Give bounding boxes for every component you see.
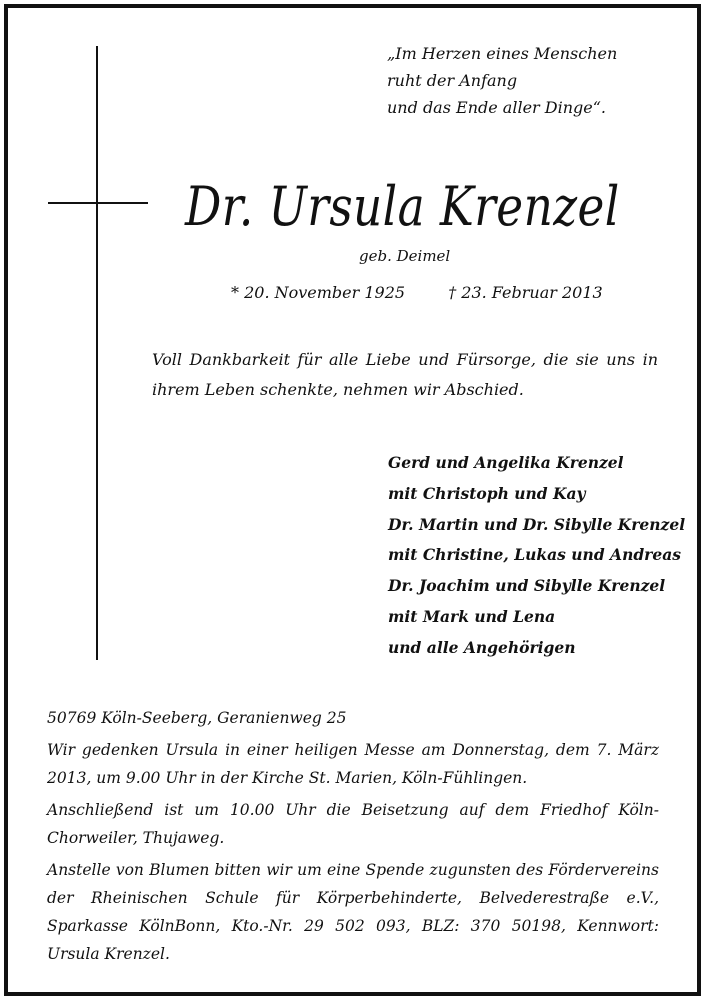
maiden-name: geb. Deimel [359, 247, 451, 265]
family-list [388, 448, 685, 664]
death-date: † 23. Februar 2013 [448, 283, 603, 302]
family-member: mit Christine, Lukas und Andreas [388, 545, 681, 565]
quote-line: „Im Herzen eines Menschen [387, 44, 618, 63]
cross-vertical-bar [96, 46, 98, 660]
quote-line: ruht der Anfang [387, 71, 518, 90]
deceased-name: Dr. Ursula Krenzel [185, 175, 620, 238]
family-member: mit Mark und Lena [388, 606, 556, 626]
family-member: und alle Angehörigen [388, 637, 576, 657]
burial-info: Anschließend ist um 10.00 Uhr die Beisetzung auf dem Friedhof Köln-Chorweiler, Thujaweg. [47, 801, 659, 847]
donation-info: Anstelle von Blumen bitten wir um eine Spende zugunsten des Fördervereins der Rheinischen Schule für Körperbehinderte, Belvederestraße e.V., Sparkasse KölnBonn, Kto.-Nr. 29 502 093, BLZ: 370 50198, Kennwort: Ursula Krenzel. [47, 861, 659, 963]
details [47, 704, 659, 968]
family-member: mit Christoph und Kay [388, 483, 586, 503]
thanks-text: Voll Dankbarkeit für alle Liebe und Fürsorge, die sie uns in ihrem Leben schenkte, nehmen wir Abschied. [152, 350, 658, 399]
quote [387, 40, 617, 121]
family-member: Dr. Martin und Dr. Sibylle Krenzel [388, 514, 686, 534]
birth-date: * 20. November 1925 [231, 283, 406, 302]
life-dates [231, 283, 603, 302]
address: 50769 Köln-Seeberg, Geranienweg 25 [47, 709, 347, 727]
family-member: Gerd und Angelika Krenzel [388, 453, 624, 472]
family-member: Dr. Joachim und Sibylle Krenzel [388, 576, 666, 596]
cross-horizontal-bar [48, 202, 148, 204]
mass-info: Wir gedenken Ursula in einer heiligen Messe am Donnerstag, dem 7. März 2013, um 9.00 Uhr in der Kirche St. Marien, Köln-Fühlingen. [47, 741, 659, 787]
quote-line: und das Ende aller Dinge“. [387, 98, 606, 117]
